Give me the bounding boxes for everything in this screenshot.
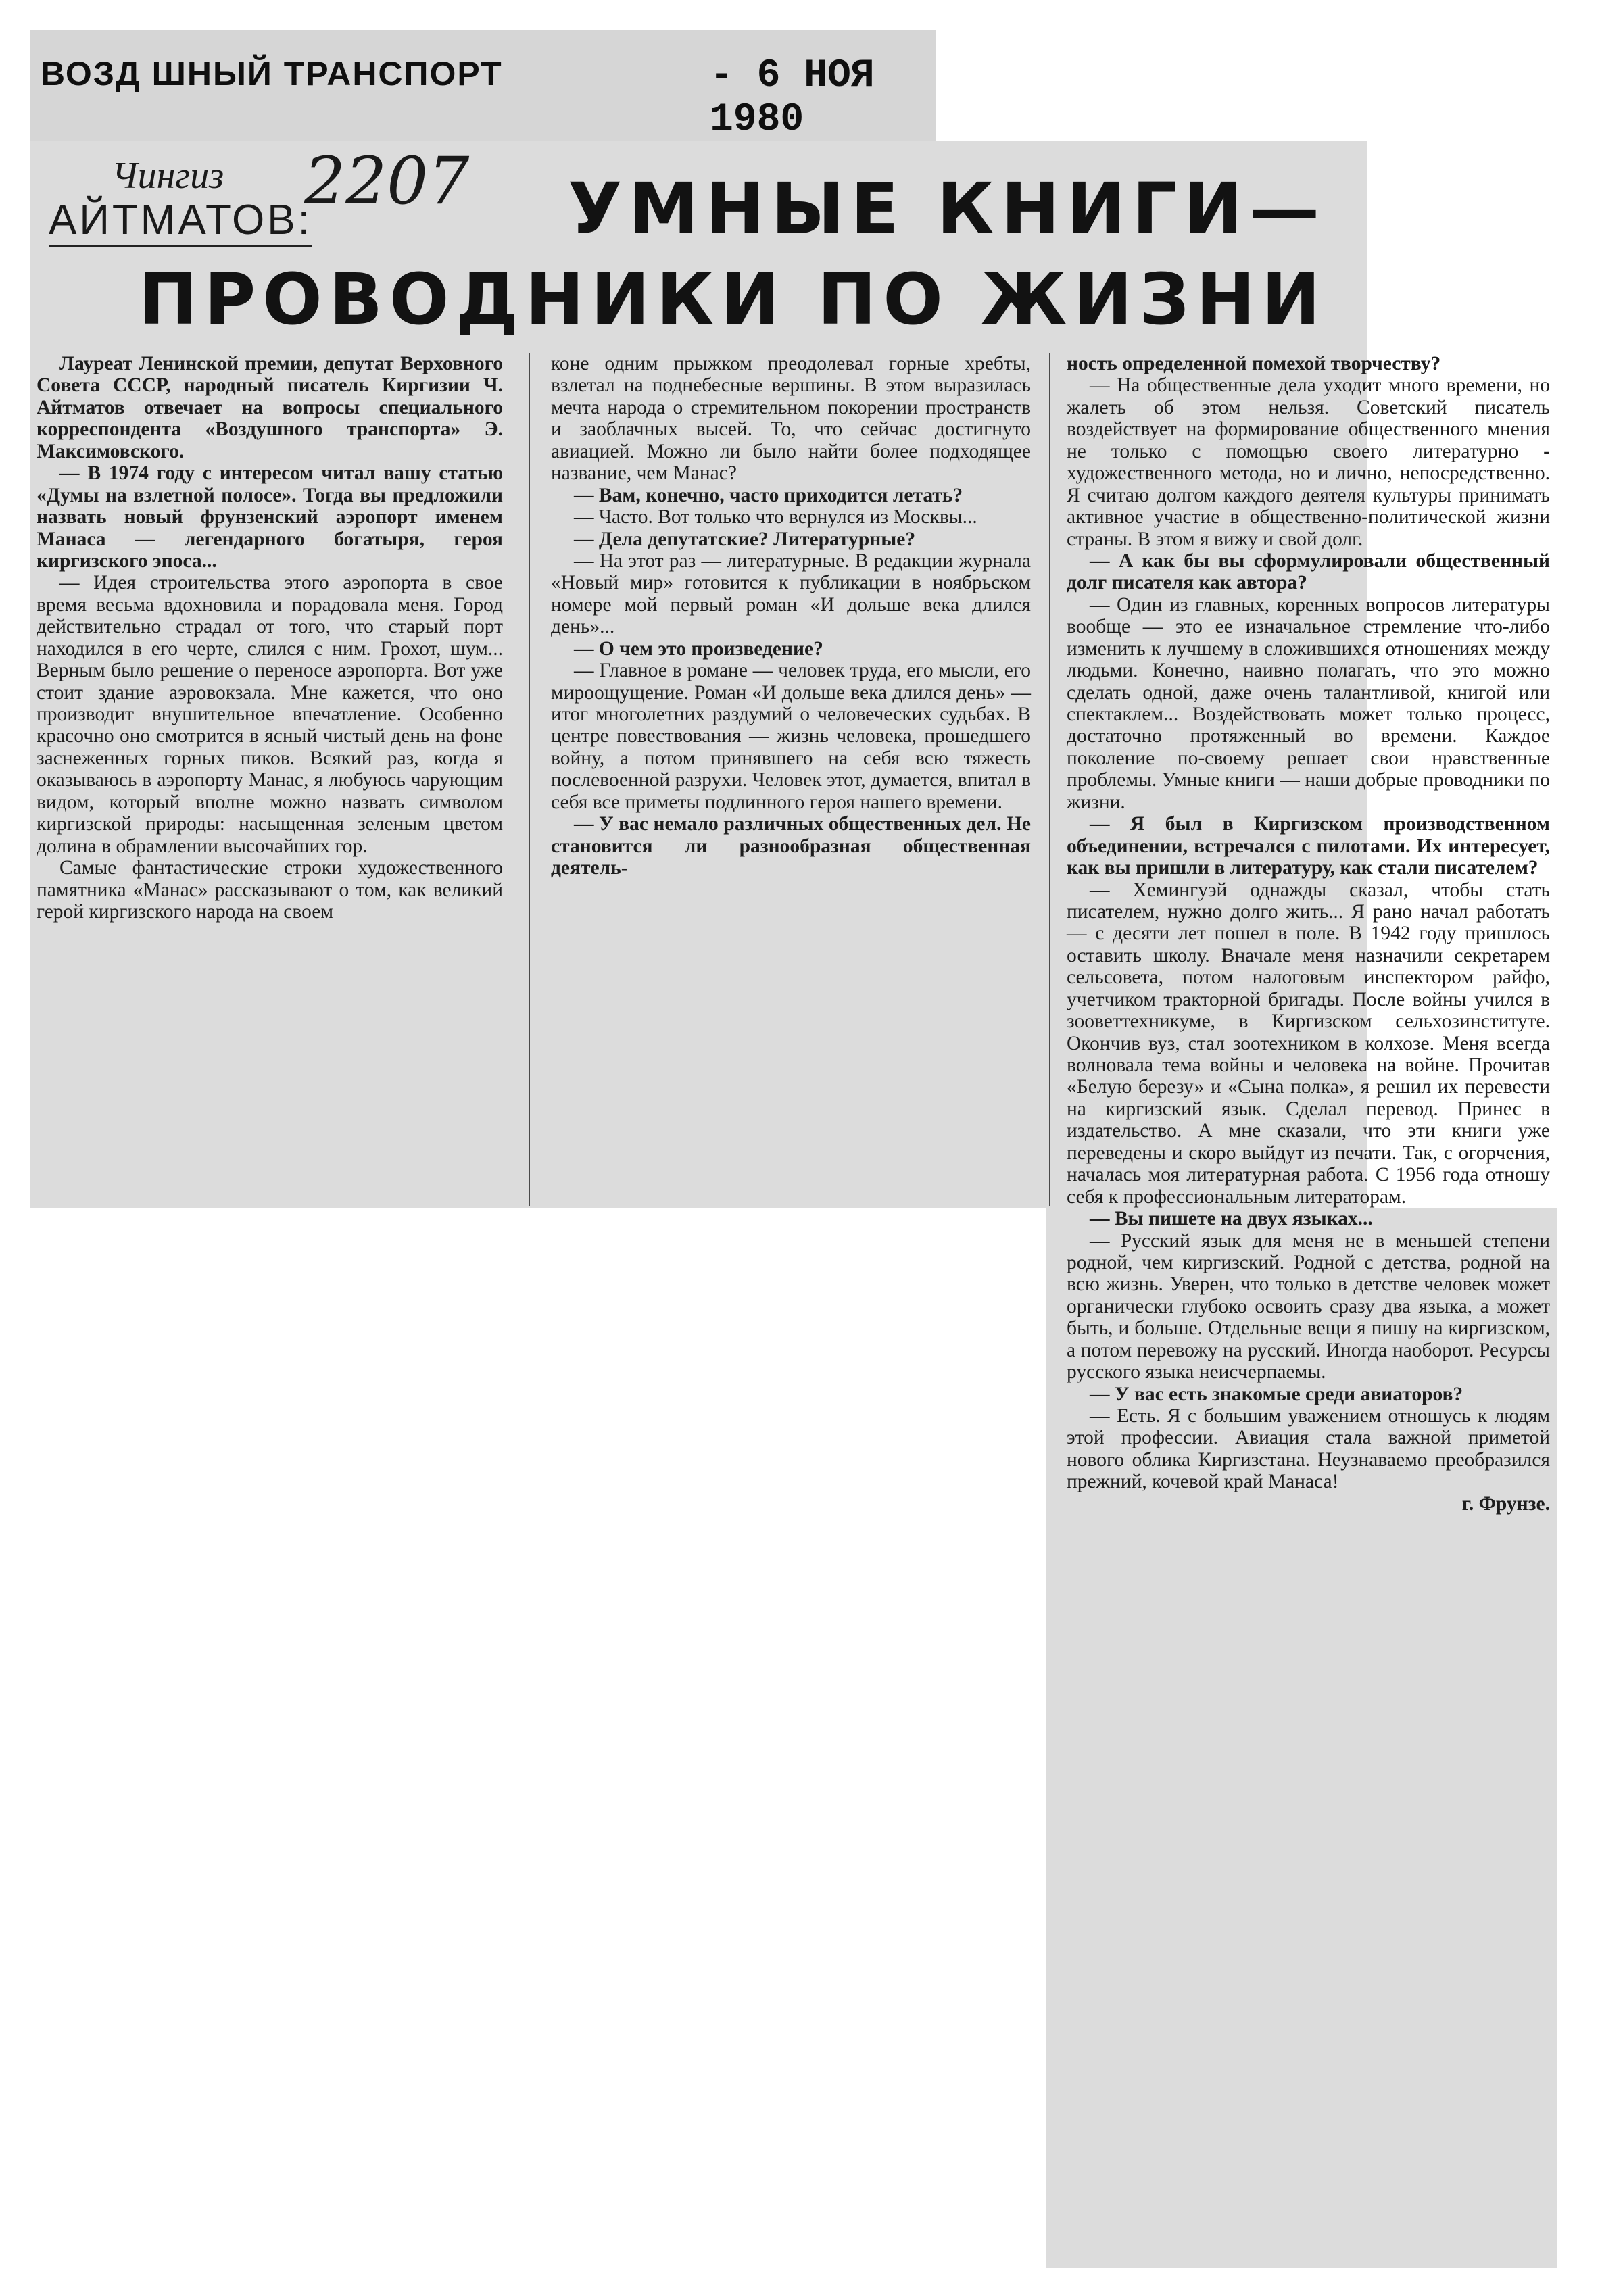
paragraph: коне одним прыжком преодолевал горные хребты, взлетал на поднебесные вершины. В этом выразилась мечта народа о стремительном покорении пространств и заоблачных высей. То, что сейчас достигнуто авиацией. Можно ли было найти более подходящее название, чем Манас? — [551, 353, 1031, 485]
interview-question: — Дела депутатские? Литературные? — [574, 528, 916, 550]
article-column-1 — [37, 353, 503, 923]
interview-question: — У вас немало различных общественных дел. Не становится ли разнообразная общественная деятель- — [551, 813, 1031, 879]
author-first-name: Чингиз — [112, 155, 224, 197]
paragraph: — Хемингуэй однажды сказал, чтобы стать писателем, нужно долго жить... Я рано начал работать — с десяти лет пошел в поле. В 1942 году пришлось оставить школу. Вначале меня назначили секретарем сельсовета, потом налоговым инспектором райфо, учетчиком тракторной бригады. После войны учился в зооветтехникуме, в Киргизском сельхозинституте. Окончив вуз, стал зоотехником в колхозе. Меня всегда волновала тема войны и человека на войне. Прочитав «Белую березу» и «Сына полка», я решил их перевести на киргизский язык. Сделал перевод. Принес в издательство. А мне сказали, что эти книги уже переведены и скоро выйдут из печати. Так, с огорчения, началась моя литературная работа. С 1956 года отношу себя к профессиональным литераторам. — [1067, 879, 1550, 1208]
handwritten-number: 2207 — [304, 143, 470, 219]
column-divider — [529, 353, 530, 1206]
paragraph: Самые фантастические строки художественного памятника «Манас» рассказывают о том, как великий герой киргизского народа на своем — [37, 857, 503, 923]
paragraph: — Главное в романе — человек труда, его мысли, его мироощущение. Роман «И дольше века длился день» — итог многолетних раздумий о человеческих судьбах. В центре повествования — жизнь человека, прошедшего войну, а потом принявшего на себя всю тяжесть послевоенной разрухи. Человек этот, думается, впитал в себя все приметы подлинного героя нашего времени. — [551, 660, 1031, 813]
article-column-2 — [551, 353, 1031, 879]
paragraph: — Один из главных, коренных вопросов литературы вообще — это ее изначальное стремление что-либо изменить к лучшему в сложившихся отношениях между людьми. Конечно, наивно полагать, что это можно сделать одной, даже очень талантливой, книгой или спектаклем... Воздействовать может только процесс, достаточно протяженный во времени. Каждое поколение по-своему решает свои нравственные проблемы. Умные книги — наши добрые проводники по жизни. — [1067, 593, 1550, 813]
paragraph: — Идея строительства этого аэропорта в свое время весьма вдохновила и порадовала меня. Город действительно страдал от того, что старый порт находился в его черте, слился с ним. Грохот, шум... Верным было решение о переносе аэропорта. Вот уже стоит здание аэровокзала. Мне кажется, что оно производит внушительное впечатление. Особенно красочно оно смотрится в ясный чистый день на фоне заснеженных горных пиков. Всякий раз, когда я оказываюсь в аэропорту Манас, я любуюсь чарующим видом, который вполне можно назвать символом киргизской природы: насыщенная зеленым цветом долина в обрамлении высочайших гор. — [37, 572, 503, 857]
column-divider — [1049, 353, 1050, 1206]
interview-question: ность определенной помехой творчеству? — [1067, 353, 1441, 374]
interview-question: — Вы пишете на двух языках... — [1090, 1208, 1373, 1230]
headline-line-1: УМНЫЕ КНИГИ— — [568, 168, 1327, 250]
paragraph: — На общественные дела уходит много времени, но жалеть об этом нельзя. Советский писатель воздействует на формирование общественного мнения не только с помощью своего литературно - художественного метода, но и лично, непосредственно. Я считаю долгом каждого деятеля культуры принимать активное участие в общественно-политической жизни страны. В этом я вижу и свой долг. — [1067, 374, 1550, 550]
article-lead: Лауреат Ленинской премии, депутат Верховного Совета СССР, народный писатель Киргизии Ч. Айтматов отвечает на вопросы специального корреспондента «Воздушного транспорта» Э. Максимовского. — [37, 353, 503, 462]
headline-line-2: ПРОВОДНИКИ ПО ЖИЗНИ — [139, 258, 1328, 341]
date-stamp: - 6 НОЯ 1980 — [710, 54, 875, 142]
author-last-name: АЙТМАТОВ: — [49, 196, 312, 247]
paragraph: — Есть. Я с большим уважением отношусь к людям этой профессии. Авиация стала важной приметой нового облика Киргизстана. Неузнаваемо преобразился прежний, кочевой край Манаса! — [1067, 1405, 1550, 1493]
paragraph: — Часто. Вот только что вернулся из Москвы... — [574, 506, 977, 529]
article-column-3 — [1067, 353, 1550, 1515]
interview-question: — О чем это произведение? — [574, 637, 823, 660]
masthead — [41, 54, 926, 142]
paragraph: — Русский язык для меня не в меньшей степени родной, чем киргизский. Родной с детства, родной на всю жизнь. Уверен, что только в детстве человек может органически глубоко освоить сразу два языка, а может быть, и больше. Отдельные вещи я пишу на киргизском, а потом перевожу на русский. Иногда наоборот. Ресурсы русского языка неисчерпаемы. — [1067, 1229, 1550, 1384]
interview-question: — А как бы вы сформулировали общественный долг писателя как автора? — [1067, 549, 1550, 594]
newspaper-name: ВОЗД ШНЫЙ ТРАНСПОРТ — [41, 55, 503, 93]
interview-question: — Я был в Киргизском производственном объединении, встречался с пилотами. Их интересует, как вы пришли в литературу, как стали писателем? — [1067, 813, 1550, 879]
paragraph: — На этот раз — литературные. В редакции журнала «Новый мир» готовится к публикации в ноябрьском номере мой первый роман «И дольше века длился день»... — [551, 549, 1031, 638]
interview-question: — Вам, конечно, часто приходится летать? — [574, 484, 963, 506]
interview-question: — У вас есть знакомые среди авиаторов? — [1090, 1383, 1463, 1405]
dateline: г. Фрунзе. — [1461, 1492, 1550, 1515]
interview-question: — В 1974 году с интересом читал вашу статью «Думы на взлетной полосе». Тогда вы предложили назвать новый фрунзенский аэропорт именем Манаса — легендарного богатыря, героя киргизского эпоса... — [37, 462, 503, 572]
